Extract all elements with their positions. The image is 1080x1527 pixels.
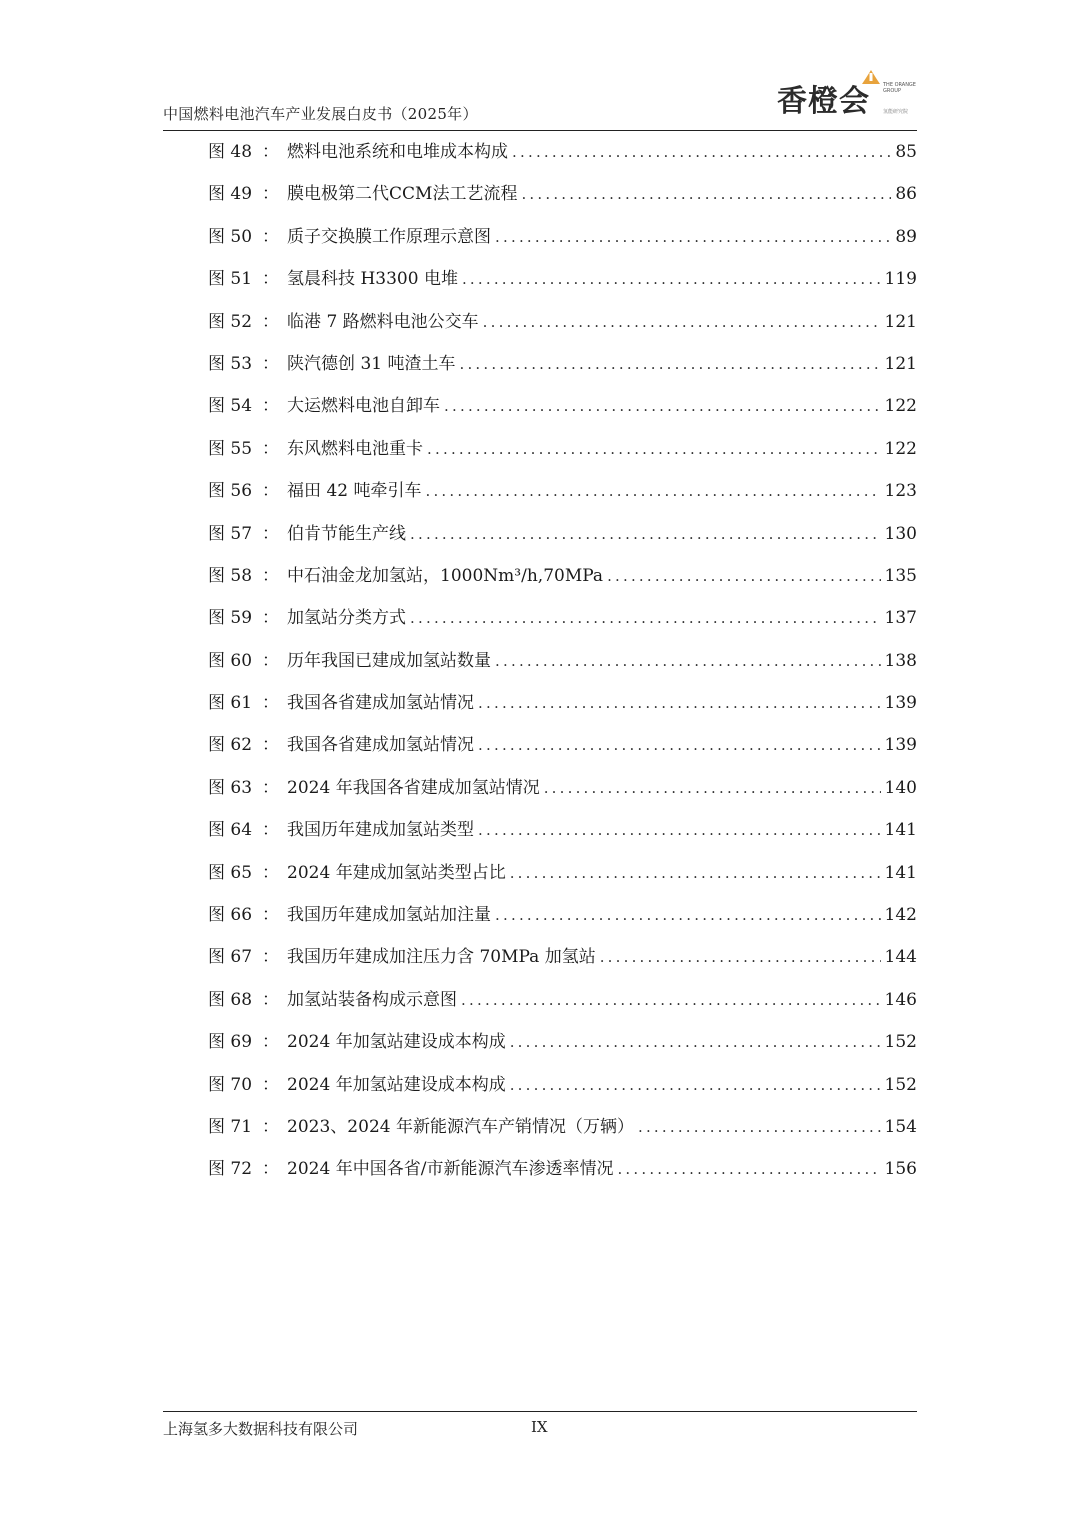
toc-page-number: 138: [884, 650, 917, 671]
toc-entry[interactable]: [208, 477, 917, 519]
toc-page-number: 121: [884, 311, 917, 332]
toc-figure-number: 图 72: [208, 1159, 253, 1180]
toc-entry[interactable]: [208, 1071, 917, 1113]
toc-page-number: 141: [884, 862, 917, 883]
toc-entry[interactable]: [208, 774, 917, 816]
page-number: IX: [531, 1418, 548, 1436]
toc-page-number: 121: [884, 353, 917, 374]
toc-page-number: 141: [884, 820, 917, 841]
toc-figure-number: 图 71: [208, 1116, 253, 1137]
toc-page-number: 142: [884, 905, 917, 926]
toc-entry[interactable]: [208, 816, 917, 858]
toc-entry[interactable]: [208, 1028, 917, 1070]
toc-entry[interactable]: [208, 435, 917, 477]
logo-side-text: THE ORANGE GROUP: [883, 82, 916, 94]
toc-page-number: 89: [895, 226, 917, 247]
toc-entry[interactable]: [208, 689, 917, 731]
toc-page-number: 139: [884, 735, 917, 756]
toc-separator: ：: [262, 481, 280, 502]
toc-figure-title: 福田 42 吨牵引车: [287, 481, 422, 502]
toc-entry[interactable]: [208, 901, 917, 943]
toc-separator: ：: [262, 1159, 280, 1180]
toc-dot-leader: [495, 901, 881, 929]
toc-figure-title: 我国各省建成加氢站情况: [287, 693, 475, 714]
toc-figure-title: 2024 年我国各省建成加氢站情况: [287, 777, 540, 798]
toc-dot-leader: [600, 943, 881, 971]
toc-figure-number: 图 59: [208, 608, 253, 629]
toc-figure-number: 图 60: [208, 650, 253, 671]
toc-dot-leader: [607, 562, 880, 590]
toc-separator: ：: [262, 311, 280, 332]
logo-flame-icon: [862, 70, 880, 84]
toc-dot-leader: [495, 647, 881, 675]
toc-page-number: 139: [884, 693, 917, 714]
toc-dot-leader: [462, 265, 881, 293]
toc-figure-title: 2024 年加氢站建设成本构成: [287, 1032, 506, 1053]
toc-separator: ：: [262, 608, 280, 629]
toc-dot-leader: [483, 308, 881, 336]
toc-figure-number: 图 57: [208, 523, 253, 544]
toc-separator: ：: [262, 820, 280, 841]
toc-figure-title: 我国历年建成加注压力含 70MPa 加氢站: [287, 947, 596, 968]
toc-entry[interactable]: [208, 859, 917, 901]
toc-figure-number: 图 54: [208, 396, 253, 417]
toc-page-number: 152: [884, 1074, 917, 1095]
toc-page-number: 122: [884, 438, 917, 459]
toc-entry[interactable]: [208, 223, 917, 265]
toc-dot-leader: [444, 392, 881, 420]
toc-dot-leader: [410, 520, 881, 548]
toc-dot-leader: [510, 859, 881, 887]
toc-entry[interactable]: [208, 138, 917, 180]
toc-page-number: 140: [884, 777, 917, 798]
toc-page-number: 137: [884, 608, 917, 629]
toc-page-number: 135: [884, 565, 917, 586]
toc-page-number: 152: [884, 1032, 917, 1053]
toc-figure-number: 图 69: [208, 1032, 253, 1053]
toc-entry[interactable]: [208, 1155, 917, 1197]
toc-separator: ：: [262, 905, 280, 926]
page-header: [163, 72, 917, 131]
toc-figure-number: 图 65: [208, 862, 253, 883]
toc-dot-leader: [427, 435, 881, 463]
toc-figure-number: 图 49: [208, 184, 253, 205]
toc-figure-number: 图 61: [208, 693, 253, 714]
toc-entry[interactable]: [208, 562, 917, 604]
toc-figure-number: 图 53: [208, 353, 253, 374]
toc-dot-leader: [478, 731, 881, 759]
toc-separator: ：: [262, 565, 280, 586]
figure-list: [208, 138, 917, 1198]
toc-separator: ：: [262, 1032, 280, 1053]
toc-figure-number: 图 58: [208, 565, 253, 586]
toc-figure-title: 伯肯节能生产线: [287, 523, 407, 544]
toc-separator: ：: [262, 184, 280, 205]
toc-page-number: 85: [895, 142, 917, 162]
toc-figure-number: 图 62: [208, 735, 253, 756]
toc-entry[interactable]: [208, 1113, 917, 1155]
toc-page-number: 130: [884, 523, 917, 544]
toc-entry[interactable]: [208, 731, 917, 773]
toc-separator: ：: [262, 693, 280, 714]
toc-entry[interactable]: [208, 520, 917, 562]
toc-figure-title: 2024 年中国各省/市新能源汽车渗透率情况: [287, 1159, 614, 1180]
toc-entry[interactable]: [208, 986, 917, 1028]
toc-page-number: 156: [884, 1159, 917, 1180]
footer-company: 上海氢多大数据科技有限公司: [163, 1420, 359, 1438]
toc-separator: ：: [262, 989, 280, 1010]
toc-figure-title: 大运燃料电池自卸车: [287, 396, 441, 417]
toc-separator: ：: [262, 142, 280, 162]
toc-dot-leader: [426, 477, 881, 505]
toc-figure-number: 图 63: [208, 777, 253, 798]
toc-figure-title: 临港 7 路燃料电池公交车: [287, 311, 479, 332]
toc-figure-title: 我国历年建成加氢站类型: [287, 820, 475, 841]
toc-dot-leader: [510, 1028, 881, 1056]
toc-page-number: 146: [884, 989, 917, 1010]
toc-entry[interactable]: [208, 604, 917, 646]
toc-separator: ：: [262, 353, 280, 374]
toc-separator: ：: [262, 862, 280, 883]
toc-figure-title: 氢晨科技 H3300 电堆: [287, 269, 458, 290]
brand-logo: [777, 72, 917, 122]
toc-figure-title: 我国各省建成加氢站情况: [287, 735, 475, 756]
toc-figure-title: 中石油金龙加氢站，1000Nm³/h,70MPa: [287, 565, 604, 586]
toc-figure-number: 图 70: [208, 1074, 253, 1095]
toc-entry[interactable]: [208, 943, 917, 985]
toc-dot-leader: [521, 180, 891, 208]
toc-separator: ：: [262, 947, 280, 968]
toc-entry[interactable]: [208, 265, 917, 307]
toc-figure-title: 我国历年建成加氢站加注量: [287, 905, 492, 926]
toc-dot-leader: [638, 1113, 881, 1141]
toc-page-number: 86: [895, 184, 917, 205]
toc-figure-number: 图 52: [208, 311, 253, 332]
toc-figure-title: 质子交换膜工作原理示意图: [287, 226, 492, 247]
toc-page-number: 123: [884, 481, 917, 502]
toc-figure-title: 陕汽德创 31 吨渣土车: [287, 353, 456, 374]
toc-dot-leader: [478, 689, 881, 717]
toc-figure-number: 图 66: [208, 905, 253, 926]
page-footer: [163, 1411, 917, 1438]
toc-figure-number: 图 55: [208, 438, 253, 459]
toc-dot-leader: [510, 1071, 881, 1099]
document-title: 中国燃料电池汽车产业发展白皮书（2025年）: [163, 105, 478, 123]
toc-dot-leader: [478, 816, 881, 844]
toc-figure-number: 图 67: [208, 947, 253, 968]
toc-separator: ：: [262, 735, 280, 756]
toc-dot-leader: [495, 223, 891, 251]
toc-entry[interactable]: [208, 308, 917, 350]
toc-figure-number: 图 68: [208, 989, 253, 1010]
toc-figure-title: 膜电极第二代CCM法工艺流程: [287, 184, 518, 205]
toc-entry[interactable]: [208, 392, 917, 434]
toc-figure-number: 图 50: [208, 226, 253, 247]
toc-dot-leader: [410, 604, 881, 632]
toc-separator: ：: [262, 269, 280, 290]
toc-dot-leader: [512, 138, 891, 166]
toc-dot-leader: [617, 1155, 880, 1183]
toc-separator: ：: [262, 438, 280, 459]
toc-figure-number: 图 48: [208, 142, 253, 162]
logo-subtitle: 氢能研究院: [883, 109, 909, 115]
toc-page-number: 122: [884, 396, 917, 417]
toc-figure-number: 图 64: [208, 820, 253, 841]
toc-figure-title: 历年我国已建成加氢站数量: [287, 650, 492, 671]
toc-separator: ：: [262, 777, 280, 798]
toc-separator: ：: [262, 650, 280, 671]
toc-dot-leader: [460, 350, 881, 378]
toc-figure-title: 2024 年加氢站建设成本构成: [287, 1074, 506, 1095]
toc-separator: ：: [262, 523, 280, 544]
toc-separator: ：: [262, 1074, 280, 1095]
toc-figure-title: 2023、2024 年新能源汽车产销情况（万辆）: [287, 1116, 634, 1137]
toc-figure-title: 2024 年建成加氢站类型占比: [287, 862, 506, 883]
toc-figure-number: 图 56: [208, 481, 253, 502]
toc-entry[interactable]: [208, 180, 917, 222]
toc-page-number: 144: [884, 947, 917, 968]
toc-figure-title: 东风燃料电池重卡: [287, 438, 424, 459]
toc-page-number: 119: [884, 269, 917, 290]
toc-separator: ：: [262, 1116, 280, 1137]
toc-separator: ：: [262, 396, 280, 417]
toc-figure-title: 加氢站装备构成示意图: [287, 989, 458, 1010]
toc-page-number: 154: [884, 1116, 917, 1137]
toc-entry[interactable]: [208, 350, 917, 392]
toc-figure-title: 燃料电池系统和电堆成本构成: [287, 142, 509, 162]
toc-dot-leader: [544, 774, 881, 802]
toc-dot-leader: [461, 986, 881, 1014]
logo-wordmark: 香橙会: [777, 84, 870, 119]
toc-entry[interactable]: [208, 647, 917, 689]
toc-figure-number: 图 51: [208, 269, 253, 290]
toc-figure-title: 加氢站分类方式: [287, 608, 407, 629]
toc-separator: ：: [262, 226, 280, 247]
